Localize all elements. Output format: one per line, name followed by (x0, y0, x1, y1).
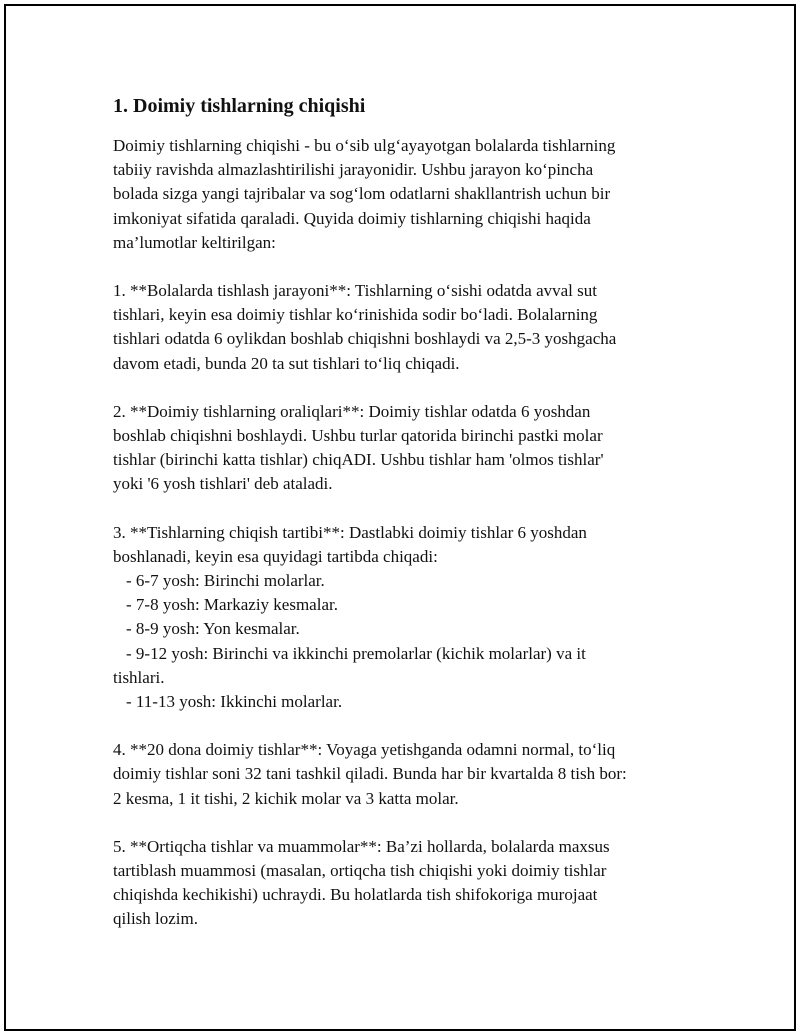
list-item-5: 5. **Ortiqcha tishlar va muammolar**: Ba’zi hollarda, bolalarda maxsus tartiblash muammosi (masalan, ortiqcha tish chiqishi yoki doimiy tishlar chiqishda kechikishi) uchraydi. Bu holatlarda tish shifokoriga murojaat qilish lozim. (113, 836, 610, 929)
sublist-item: - 9-12 yosh: Birinchi va ikkinchi premolarlar (kichik molarlar) va it (126, 643, 586, 663)
sublist-item: - 6-7 yosh: Birinchi molarlar. (126, 571, 325, 591)
sublist-item-continuation: tishlari. (113, 667, 165, 687)
sublist-item: - 7-8 yosh: Markaziy kesmalar. (126, 595, 338, 615)
paragraph-gap (113, 811, 683, 835)
list-item-1: 1. **Bolalarda tishlash jarayoni**: Tishlarning o‘sishi odatda avval sut tishlari, keyin esa doimiy tishlar ko‘rinishida sodir bo‘ladi. Bolalarning tishlari odatda 6 oylikdan boshlab chiqishni boshlaydi va 2,5-3 yoshgacha davom etadi, bunda 20 ta sut tishlari to‘liq chiqadi. (113, 281, 617, 373)
paragraph-gap (113, 255, 683, 279)
list-item-3: 3. **Tishlarning chiqish tartibi**: Dastlabki doimiy tishlar 6 yoshdan boshlanadi, keyin esa quyidagi tartibda chiqadi: (113, 522, 587, 566)
paragraph-gap (113, 714, 683, 738)
list-item-4: 4. **20 dona doimiy tishlar**: Voyaga yetishganda odamni normal, to‘liq doimiy tishlar soni 32 tani tashkil qiladi. Bunda har bir kvartalda 8 tish bor: 2 kesma, 1 it tishi, 2 kichik molar va 3 katta molar. (113, 740, 627, 808)
paragraph-gap (113, 376, 683, 400)
document-title: 1. Doimiy tishlarning chiqishi (113, 95, 366, 117)
document-content (113, 92, 683, 932)
paragraph-gap (113, 497, 683, 521)
list-item-2: 2. **Doimiy tishlarning oraliqlari**: Doimiy tishlar odatda 6 yoshdan boshlab chiqishni boshlaydi. Ushbu turlar qatorida birinchi pastki molar tishlar (birinchi katta tishlar) chiqADI. Ushbu tishlar ham 'olmos tishlar' yoki '6 yosh tishlari' deb ataladi. (113, 401, 604, 494)
intro-paragraph: Doimiy tishlarning chiqishi - bu o‘sib ulg‘ayayotgan bolalarda tishlarning tabiiy ravishda almazlashtirilishi jarayonidir. Ushbu jarayon ko‘pincha bolada sizga yangi tajribalar va sog‘lom odatlarni shakllantrish uchun bir imkoniyat sifatida qaraladi. Quyida doimiy tishlarning chiqishi haqida ma’lumotlar keltirilgan: (113, 136, 616, 252)
sublist-item: - 11-13 yosh: Ikkinchi molarlar. (126, 692, 343, 712)
sublist-item: - 8-9 yosh: Yon kesmalar. (126, 619, 300, 639)
